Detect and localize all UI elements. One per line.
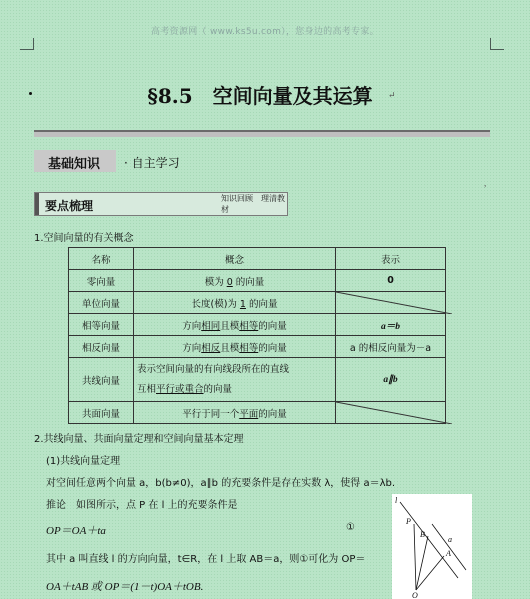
figure-label-B: B xyxy=(420,530,425,539)
row-name: 零向量 xyxy=(69,270,134,292)
row-repr-empty xyxy=(336,292,446,314)
section-dot: · xyxy=(124,156,128,170)
figure-label-P: P xyxy=(406,517,411,526)
row-concept: 长度(模)为 1 的向量 xyxy=(134,292,336,314)
table-header-name: 名称 xyxy=(69,248,134,270)
row-repr: 0 xyxy=(336,270,446,292)
corollary-line: 推论 如图所示，点 P 在 l 上的充要条件是 xyxy=(46,500,238,511)
table-header-repr: 表示 xyxy=(336,248,446,270)
section-heading xyxy=(34,150,204,172)
bullet-dot xyxy=(29,92,32,95)
table-header-concept: 概念 xyxy=(134,248,336,270)
row-name: 共线向量 xyxy=(69,358,134,402)
row-name: 单位向量 xyxy=(69,292,134,314)
figure-label-a: a xyxy=(448,535,452,544)
key-points-box xyxy=(34,192,288,216)
page-header: 高考资源网（ www.ks5u.com），您身边的高考专家。 xyxy=(151,27,379,37)
formula-2: OA＋tAB 或 OP＝(1－t)OA＋tOB. xyxy=(46,581,204,593)
row-concept: 平行于同一个平面的向量 xyxy=(134,402,336,424)
row-repr-empty xyxy=(336,402,446,424)
row-concept: 表示空间向量的有向线段所在的直线 互相平行或重合的向量 xyxy=(134,358,336,402)
table-row xyxy=(69,358,446,402)
table-header-row xyxy=(69,248,446,270)
item-1-heading: 1.空间向量的有关概念 xyxy=(34,233,134,244)
section-heading-sub xyxy=(124,154,180,171)
table-row xyxy=(69,292,446,314)
figure-label-A: A xyxy=(446,549,451,558)
theorem-line: 对空间任意两个向量 a，b(b≠0)，a∥b 的充要条件是存在实数 λ，使得 a＝λb. xyxy=(46,478,396,489)
figure-svg xyxy=(392,494,472,599)
figure-label-l: l xyxy=(395,496,398,505)
key-points-note: 知识回顾 理清教材 xyxy=(221,194,285,214)
row-concept: 方向相反且模相等的向量 xyxy=(134,336,336,358)
row-repr: a 的相反向量为－a xyxy=(336,336,446,358)
margin-mark: , xyxy=(484,178,487,188)
diagonal-slash xyxy=(336,292,452,314)
explanation-line: 其中 a 叫直线 l 的方向向量，t∈R，在 l 上取 AB＝a，则①可化为 OP＝ xyxy=(46,554,366,565)
line-vector-figure xyxy=(392,494,472,599)
row-name: 相反向量 xyxy=(69,336,134,358)
section-band-shadow xyxy=(34,132,490,137)
paragraph-mark: ↵ xyxy=(388,90,396,100)
table-row xyxy=(69,336,446,358)
key-points-label: 要点梳理 xyxy=(45,199,94,213)
row-name: 相等向量 xyxy=(69,314,134,336)
table-row xyxy=(69,314,446,336)
table-row xyxy=(69,402,446,424)
section-sub-label: 自主学习 xyxy=(131,156,180,170)
formula-1-number: ① xyxy=(346,522,355,533)
figure-label-O: O xyxy=(412,591,418,599)
crop-mark-top-right xyxy=(490,38,504,50)
crop-mark-top-left xyxy=(20,38,34,50)
row-concept: 方向相同且模相等的向量 xyxy=(134,314,336,336)
sub-item-1: (1)共线向量定理 xyxy=(46,456,121,467)
diagonal-slash xyxy=(336,402,452,424)
row-repr: a＝b xyxy=(336,314,446,336)
row-concept: 模为 0 的向量 xyxy=(134,270,336,292)
page-title: §8.5 空间向量及其运算 xyxy=(147,84,373,108)
key-points-marker xyxy=(35,193,39,215)
formula-1: OP＝OA＋ta xyxy=(46,525,106,537)
row-repr: a∥b xyxy=(336,358,446,402)
table-row xyxy=(69,270,446,292)
concept-table xyxy=(68,247,446,424)
section-heading-main: 基础知识 xyxy=(48,157,101,172)
item-2-heading: 2.共线向量、共面向量定理和空间向量基本定理 xyxy=(34,434,244,445)
row-name: 共面向量 xyxy=(69,402,134,424)
